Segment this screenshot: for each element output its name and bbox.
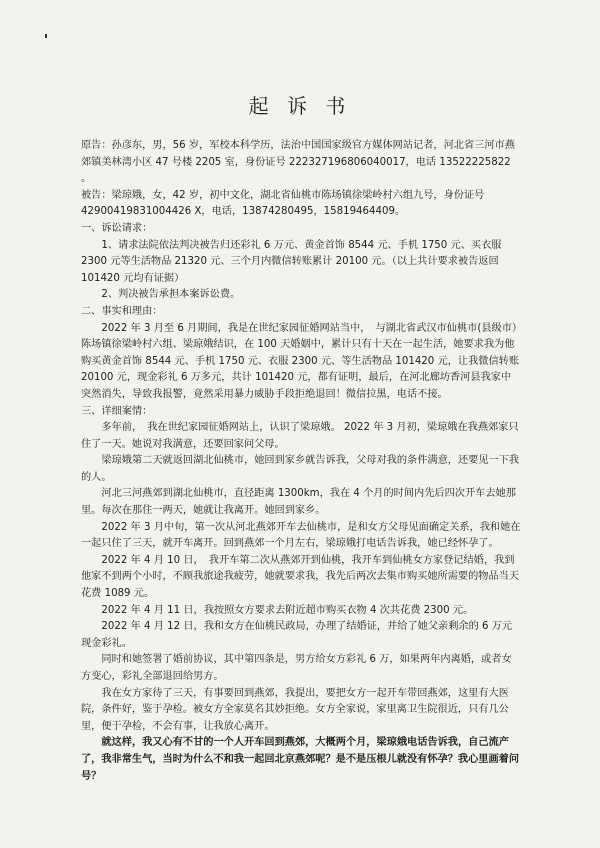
section-details-title: 三、详细案情：: [81, 405, 153, 417]
detail-paragraph: 同时和她签署了婚前协议，其中第四条是，男方给女方彩礼 6 万，如果两年内离婚，或者女方变心，彩礼全部退回给男方。: [81, 654, 512, 682]
detail-paragraph: 2022 年 4 月 10 日， 我开车第二次从燕郊开到仙桃，我开车到仙桃女方家登记结婚，我到他家不到两个小时，不顾我旅途我疲劳，她就要求我，我先后两次去集市购买她所需要的物品当天花费 1089 元。: [81, 554, 520, 600]
detail-paragraph: 2022 年 4 月 12 日，我和女方在仙桃民政局，办理了结婚证，并给了她父亲剩余的 6 万元现金彩礼。: [81, 621, 513, 649]
detail-paragraph: 多年前， 我在世纪家园征婚网站上，认识了梁琼娥。 2022 年 3 月初，梁琼娥在我燕郊家只住了一天。她说对我满意，还要回家问父母。: [81, 422, 519, 450]
facts-paragraph: 2022 年 3 月至 6 月期间，我是在世纪家园征婚网站当中， 与湖北省武汉市仙桃市(县级市）陈场镇徐梁岭村六组、梁琼娥结识，在 100 天婚姻中，累计只有十天在一起生活，她要求我为他购买黄金首饰 8544 元、手机 1750 元、衣服 2300 元、等生活物品 101420 元，让我微信转账 20100 元，现金彩礼 6 万多元，共计 101420 元，都有证明，最后，在河北廊坊香河县我家中突然消失，导致我报警，竟然采用暴力威胁手段拒绝退回！微信拉黑，电话不接。: [81, 322, 520, 400]
plaintiff-info: 原告：孙彦东，男，56 岁，军校本科学历，法治中国国家级官方媒体网站记者，河北省三河市燕郊镇美林湾小区 47 号楼 2205 室，身份证号 222327196806040017，电话 13522225822 。: [81, 140, 515, 185]
section-facts-title: 二、事实和理由：: [81, 305, 163, 317]
claim-2: 2、判决被告承担本案诉讼费。: [101, 289, 241, 301]
defendant-info: 被告：梁琼娥，女，42 岁，初中文化，湖北省仙桃市陈场镇徐梁岭村六组九号，身份证号 42900419831004426 X，电话，13874280495，15819464409。: [81, 189, 485, 218]
document-body: [81, 138, 521, 785]
detail-paragraph-final: 就这样，我又心有不甘的一个人开车回到燕郊，大概两个月，梁琼娥电话告诉我，自己流产了，我非常生气，当时为什么不和我一起回北京燕郊呢？是不是压根儿就没有怀孕？我心里画着问号？: [81, 737, 520, 782]
detail-paragraph: 2022 年 4 月 11 日，我按照女方要求去附近超市购买衣物 4 次共花费 2300 元。: [101, 604, 474, 616]
claim-1: 1、请求法院依法判决被告归还彩礼 6 万元、黄金首饰 8544 元、手机 1750 元、买衣服 2300 元等生活物品 21320 元、三个月内微信转账累计 20100 元。（以上共计要求被告返回 101420 元均有证据）: [81, 239, 502, 284]
detail-paragraph: 2022 年 3 月中旬，第一次从河北燕郊开车去仙桃市，是和女方父母见面确定关系，我和她在一起只住了三天，就开车离开。回到燕郊一个月左右，梁琼娥打电话告诉我，她已经怀孕了。: [81, 521, 521, 550]
document-title: 起 诉 书: [248, 94, 352, 118]
detail-paragraph: 河北三河燕郊到湖北仙桃市，直径距离 1300km，我在 4 个月的时间内先后四次开车去她那里。每次在那住一两天，她就让我离开。她回到家乡。: [81, 488, 516, 517]
detail-paragraph: 梁琼娥第二天就返回湖北仙桃市，她回到家乡就告诉我，父母对我的条件满意，还要见一下我的人。: [81, 455, 520, 483]
detail-paragraph: 我在女方家待了三天，有事要回到燕郊，我提出，要把女方一起开车带回燕郊，这里有大医院，条件好，鉴于孕检。被女方全家莫名其妙拒绝。女方全家说，家里离卫生院很近，只有几公里，便于孕检，不会有事，让我放心离开。: [81, 687, 509, 732]
scan-mark: [45, 34, 47, 38]
section-claims-title: 一、诉讼请求：: [81, 222, 153, 234]
